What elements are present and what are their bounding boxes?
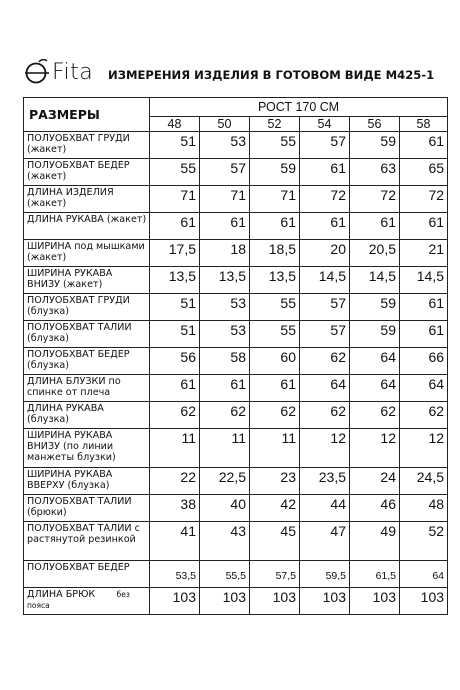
parameter-label: ДЛИНА ИЗДЕЛИЯ (жакет): [27, 187, 114, 209]
value-cell: 12: [350, 429, 400, 468]
value-cell: 65: [400, 159, 448, 186]
value-cell: 61,5: [350, 561, 400, 588]
value-cell: 14,5: [350, 267, 400, 294]
table-row: [24, 294, 448, 321]
value-cell: 51: [150, 321, 200, 348]
parameter-label: ПОЛУОБХВАТ ГРУДИ (жакет): [27, 133, 130, 155]
value-cell: 103: [150, 588, 200, 615]
value-cell: 53: [200, 321, 250, 348]
table-row: [24, 348, 448, 375]
value-cell: 57: [300, 132, 350, 159]
parameter-cell: [24, 375, 150, 402]
value-cell: 13,5: [150, 267, 200, 294]
parameter-cell: [24, 561, 150, 588]
value-cell: 103: [200, 588, 250, 615]
value-cell: 49: [350, 522, 400, 561]
size-header-cell: 50: [200, 117, 250, 132]
value-cell: 61: [400, 213, 448, 240]
value-cell: 103: [250, 588, 300, 615]
value-cell: 47: [300, 522, 350, 561]
value-cell: 53: [200, 132, 250, 159]
value-cell: 62: [200, 402, 250, 429]
value-cell: 61: [250, 375, 300, 402]
parameter-cell: [24, 240, 150, 267]
value-cell: 52: [400, 522, 448, 561]
value-cell: 64: [350, 375, 400, 402]
value-cell: 57,5: [250, 561, 300, 588]
logo-text: Fita: [52, 60, 94, 85]
table-body: [24, 132, 448, 615]
value-cell: 18,5: [250, 240, 300, 267]
value-cell: 14,5: [400, 267, 448, 294]
parameter-label: ШИРИНА РУКАВА ВНИЗУ (по линии манжеты блузки): [27, 430, 116, 463]
size-header-cell: 52: [250, 117, 300, 132]
parameter-label: ПОЛУОБХВАТ ТАЛИИ (брюки): [27, 496, 132, 518]
parameter-label: ПОЛУОБХВАТ БЕДЕР (блузка): [27, 349, 130, 371]
value-cell: 64: [400, 561, 448, 588]
value-cell: 71: [150, 186, 200, 213]
value-cell: 53: [200, 294, 250, 321]
value-cell: 60: [250, 348, 300, 375]
value-cell: 53,5: [150, 561, 200, 588]
value-cell: 103: [350, 588, 400, 615]
parameter-cell: [24, 468, 150, 495]
size-header-cell: 56: [350, 117, 400, 132]
value-cell: 61: [350, 213, 400, 240]
value-cell: 51: [150, 132, 200, 159]
value-cell: 61: [200, 375, 250, 402]
parameter-label: ПОЛУОБХВАТ БЕДЕР: [27, 562, 130, 573]
value-cell: 59: [350, 294, 400, 321]
parameter-label: ДЛИНА РУКАВА (жакет): [27, 214, 147, 225]
parameter-cell: [24, 159, 150, 186]
parameter-cell: [24, 495, 150, 522]
value-cell: 55: [250, 132, 300, 159]
value-cell: 18: [200, 240, 250, 267]
value-cell: 11: [200, 429, 250, 468]
value-cell: 59: [250, 159, 300, 186]
table-row: [24, 213, 448, 240]
value-cell: 20,5: [350, 240, 400, 267]
parameter-label: ШИРИНА РУКАВА ВНИЗУ (жакет): [27, 268, 113, 290]
value-cell: 59: [350, 132, 400, 159]
value-cell: 62: [300, 348, 350, 375]
value-cell: 61: [150, 213, 200, 240]
parameter-label: ПОЛУОБХВАТ ГРУДИ (блузка): [27, 295, 130, 317]
value-cell: 62: [400, 402, 448, 429]
value-cell: 11: [250, 429, 300, 468]
table-row: [24, 402, 448, 429]
table-row: [24, 495, 448, 522]
parameter-cell: [24, 186, 150, 213]
value-cell: 38: [150, 495, 200, 522]
value-cell: 41: [150, 522, 200, 561]
table-row: [24, 267, 448, 294]
value-cell: 62: [300, 402, 350, 429]
value-cell: 57: [300, 294, 350, 321]
table-row: [24, 522, 448, 561]
value-cell: 62: [350, 402, 400, 429]
value-cell: 71: [250, 186, 300, 213]
document-header: [24, 58, 444, 88]
value-cell: 72: [350, 186, 400, 213]
value-cell: 40: [200, 495, 250, 522]
value-cell: 57: [300, 321, 350, 348]
value-cell: 12: [300, 429, 350, 468]
value-cell: 62: [150, 402, 200, 429]
table-row: [24, 429, 448, 468]
value-cell: 24,5: [400, 468, 448, 495]
parameter-cell: [24, 213, 150, 240]
value-cell: 61: [300, 159, 350, 186]
parameter-label: ДЛИНА БРЮК: [27, 589, 96, 600]
value-cell: 64: [350, 348, 400, 375]
value-cell: 59: [350, 321, 400, 348]
value-cell: 48: [400, 495, 448, 522]
measurements-table: [23, 97, 448, 615]
value-cell: 55: [150, 159, 200, 186]
value-cell: 21: [400, 240, 448, 267]
value-cell: 62: [250, 402, 300, 429]
parameter-cell: [24, 522, 150, 561]
value-cell: 13,5: [200, 267, 250, 294]
table-row: [24, 132, 448, 159]
value-cell: 22,5: [200, 468, 250, 495]
value-cell: 55,5: [200, 561, 250, 588]
parameter-cell: [24, 321, 150, 348]
value-cell: 23: [250, 468, 300, 495]
parameter-cell: [24, 348, 150, 375]
table-row: [24, 186, 448, 213]
value-cell: 22: [150, 468, 200, 495]
value-cell: 61: [200, 213, 250, 240]
table-row: [24, 561, 448, 588]
value-cell: 58: [200, 348, 250, 375]
value-cell: 71: [200, 186, 250, 213]
brand-logo: [24, 58, 114, 88]
fita-logo-icon: [24, 59, 50, 85]
parameter-cell: [24, 402, 150, 429]
parameter-cell: [24, 588, 150, 615]
value-cell: 20: [300, 240, 350, 267]
parameter-cell: [24, 267, 150, 294]
parameter-cell: [24, 132, 150, 159]
value-cell: 72: [400, 186, 448, 213]
size-header-cell: 54: [300, 117, 350, 132]
value-cell: 103: [300, 588, 350, 615]
value-cell: 14,5: [300, 267, 350, 294]
table-row: [24, 321, 448, 348]
value-cell: 24: [350, 468, 400, 495]
value-cell: 61: [150, 375, 200, 402]
value-cell: 59,5: [300, 561, 350, 588]
parameter-note: без пояса: [27, 590, 130, 610]
table-row: [24, 468, 448, 495]
parameter-label: ПОЛУОБХВАТ ТАЛИИ с растянутой резинкой: [27, 523, 140, 545]
parameter-label: ПОЛУОБХВАТ БЕДЕР (жакет): [27, 160, 130, 182]
value-cell: 103: [400, 588, 448, 615]
value-cell: 55: [250, 294, 300, 321]
value-cell: 51: [150, 294, 200, 321]
value-cell: 45: [250, 522, 300, 561]
value-cell: 12: [400, 429, 448, 468]
value-cell: 61: [400, 294, 448, 321]
value-cell: 11: [150, 429, 200, 468]
value-cell: 64: [400, 375, 448, 402]
parameter-label: ПОЛУОБХВАТ ТАЛИИ (блузка): [27, 322, 132, 344]
document-title: ИЗМЕРЕНИЯ ИЗДЕЛИЯ В ГОТОВОМ ВИДЕ М425-1: [108, 68, 435, 82]
parameter-label: ДЛИНА РУКАВА (блузка): [27, 403, 104, 425]
value-cell: 61: [250, 213, 300, 240]
size-header-cell: 58: [400, 117, 448, 132]
parameter-cell: [24, 294, 150, 321]
parameter-label: ШИРИНА под мышками (жакет): [27, 241, 145, 263]
parameter-label: ДЛИНА БЛУЗКИ по спинке от плеча: [27, 376, 121, 398]
value-cell: 72: [300, 186, 350, 213]
height-header: РОСТ 170 СМ: [150, 98, 448, 117]
value-cell: 64: [300, 375, 350, 402]
value-cell: 61: [400, 321, 448, 348]
value-cell: 42: [250, 495, 300, 522]
value-cell: 61: [300, 213, 350, 240]
table-row: [24, 375, 448, 402]
value-cell: 17,5: [150, 240, 200, 267]
value-cell: 55: [250, 321, 300, 348]
value-cell: 66: [400, 348, 448, 375]
value-cell: 63: [350, 159, 400, 186]
value-cell: 44: [300, 495, 350, 522]
parameter-label: ШИРИНА РУКАВА ВВЕРХУ (блузка): [27, 469, 113, 491]
parameter-cell: [24, 429, 150, 468]
value-cell: 13,5: [250, 267, 300, 294]
value-cell: 43: [200, 522, 250, 561]
table-row: [24, 159, 448, 186]
value-cell: 61: [400, 132, 448, 159]
size-header-cell: 48: [150, 117, 200, 132]
sizes-header: РАЗМЕРЫ: [24, 98, 150, 132]
value-cell: 46: [350, 495, 400, 522]
value-cell: 56: [150, 348, 200, 375]
table-row: [24, 588, 448, 615]
value-cell: 23,5: [300, 468, 350, 495]
value-cell: 57: [200, 159, 250, 186]
table-row: [24, 240, 448, 267]
